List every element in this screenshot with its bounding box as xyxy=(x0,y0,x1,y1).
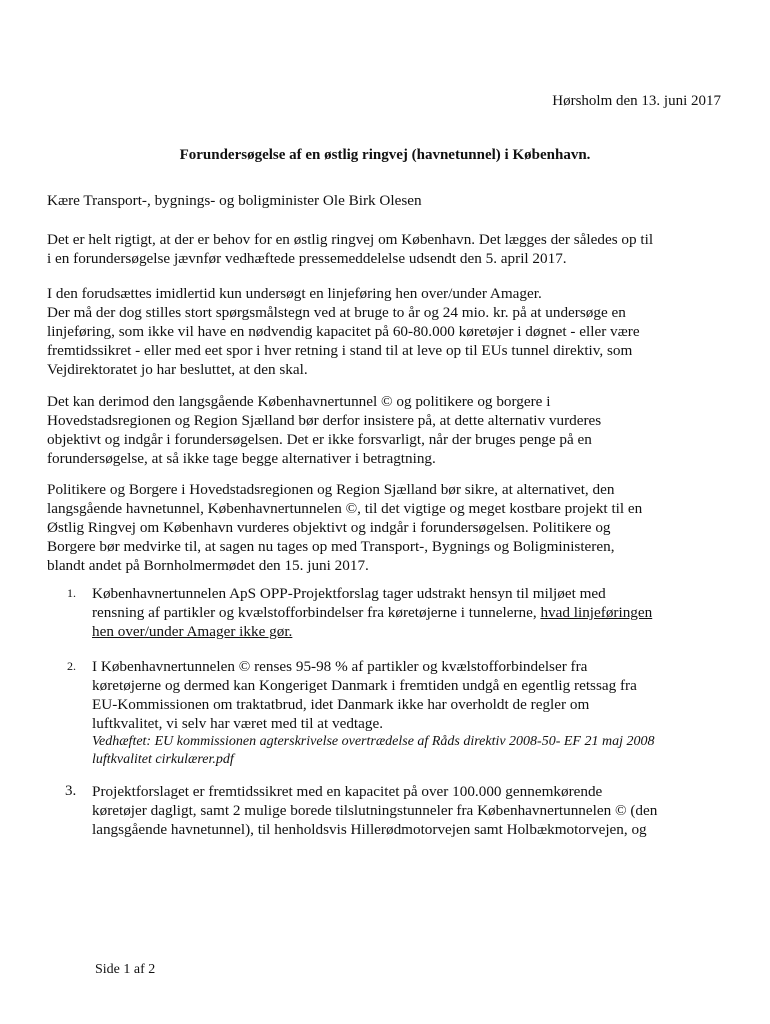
list-line: I Københavnertunnelen © renses 95-98 % af partikler og kvælstofforbindelser fra xyxy=(92,658,588,675)
paragraph-line: objektivt og indgår i forundersøgelsen. Det er ikke forsvarligt, når der bruges penge på en xyxy=(47,431,592,448)
list-number: 2. xyxy=(67,659,76,673)
paragraph-2 xyxy=(47,284,727,379)
paragraph-line: Det kan derimod den langsgående Københavnertunnel © og politikere og borgere i xyxy=(47,393,551,410)
list-number: 1. xyxy=(67,586,76,600)
paragraph-line: fremtidssikret - eller med eet spor i hver retning i stand til at leve op til EUs tunnel direktiv, som xyxy=(47,342,633,359)
paragraph-line: Politikere og Borgere i Hovedstadsregionen og Region Sjælland bør sikre, at alternativet, den xyxy=(47,481,615,498)
list-line xyxy=(92,603,752,622)
letter-date: Hørsholm den 13. juni 2017 xyxy=(552,93,721,109)
list-line: EU-Kommissionen om traktatbrud, idet Danmark ikke har overholdt de regler om xyxy=(92,696,590,713)
list-item-body xyxy=(92,657,752,769)
paragraph-line: Østlig Ringvej om København vurderes objektivt og indgår i forundersøgelsen. Politikere og xyxy=(47,519,611,536)
paragraph-line: blandt andet på Bornholmermødet den 15. juni 2017. xyxy=(47,557,369,574)
list-line: Projektforslaget er fremtidssikret med en kapacitet på over 100.000 gennemkørende xyxy=(92,783,603,800)
attachment-note: luftkvalitet cirkulærer.pdf xyxy=(92,752,234,767)
page-number: Side 1 af 2 xyxy=(95,962,156,977)
underlined-text: hen over/under Amager ikke gør. xyxy=(92,623,293,640)
paragraph-line: Det er helt rigtigt, at der er behov for en østlig ringvej om København. Det lægges der således op til xyxy=(47,231,654,248)
list-item-body xyxy=(92,584,752,641)
salutation xyxy=(47,191,727,210)
list-line: køretøjerne og dermed kan Kongeriget Danmark i fremtiden undgå en egentlig retssag fra xyxy=(92,677,637,694)
paragraph-line: forundersøgelse, at så ikke tage begge alternativer i betragtning. xyxy=(47,450,436,467)
paragraph-line: Der må der dog stilles stort spørgsmålstegn ved at bruge to år og 24 mio. kr. på at undersøge en xyxy=(47,304,626,321)
list-item-body xyxy=(92,782,752,839)
underlined-text: hvad linjeføringen xyxy=(540,604,653,621)
paragraph-4 xyxy=(47,480,727,575)
paragraph-line: Vejdirektoratet jo har besluttet, at den skal. xyxy=(47,361,308,378)
list-line: køretøjer dagligt, samt 2 mulige borede tilslutningstunneler fra Københavnertunnelen © (den xyxy=(92,802,658,819)
letter-title: Forundersøgelse af en østlig ringvej (havnetunnel) i København. xyxy=(179,147,591,163)
salutation-text: Kære Transport-, bygnings- og boligminister Ole Birk Olesen xyxy=(47,192,422,209)
list-line: luftkvalitet, vi selv har været med til at vedtage. xyxy=(92,715,384,732)
paragraph-1 xyxy=(47,230,727,268)
paragraph-line: Borgere bør medvirke til, at sagen nu tages op med Transport-, Bygnings og Boligministeren, xyxy=(47,538,615,555)
paragraph-line: langsgående havnetunnel, Københavnertunnelen ©, til det vigtige og meget kostbare projekt til en xyxy=(47,500,643,517)
list-line-text: rensning af partikler og kvælstofforbindelser fra køretøjerne i tunnelerne, xyxy=(92,604,541,621)
list-line: langsgående havnetunnel), til henholdsvis Hillerødmotorvejen samt Holbækmotorvejen, og xyxy=(92,821,647,838)
paragraph-line: I den forudsættes imidlertid kun undersøgt en linjeføring hen over/under Amager. xyxy=(47,285,542,302)
attachment-note: Vedhæftet: EU kommissionen agterskrivelse overtrædelse af Råds direktiv 2008-50- EF 21 maj 2008 xyxy=(92,734,655,749)
list-number: 3. xyxy=(65,783,77,799)
paragraph-line: i en forundersøgelse jævnfør vedhæftede pressemeddelelse udsendt den 5. april 2017. xyxy=(47,250,567,267)
paragraph-line: linjeføring, som ikke vil have en nødvendig kapacitet på 60-80.000 køretøjer i døgnet - eller være xyxy=(47,323,640,340)
list-line: Københavnertunnelen ApS OPP-Projektforslag tager udstrakt hensyn til miljøet med xyxy=(92,585,606,602)
paragraph-3 xyxy=(47,392,727,468)
paragraph-line: Hovedstadsregionen og Region Sjælland bør derfor insistere på, at dette alternativ vurderes xyxy=(47,412,602,429)
